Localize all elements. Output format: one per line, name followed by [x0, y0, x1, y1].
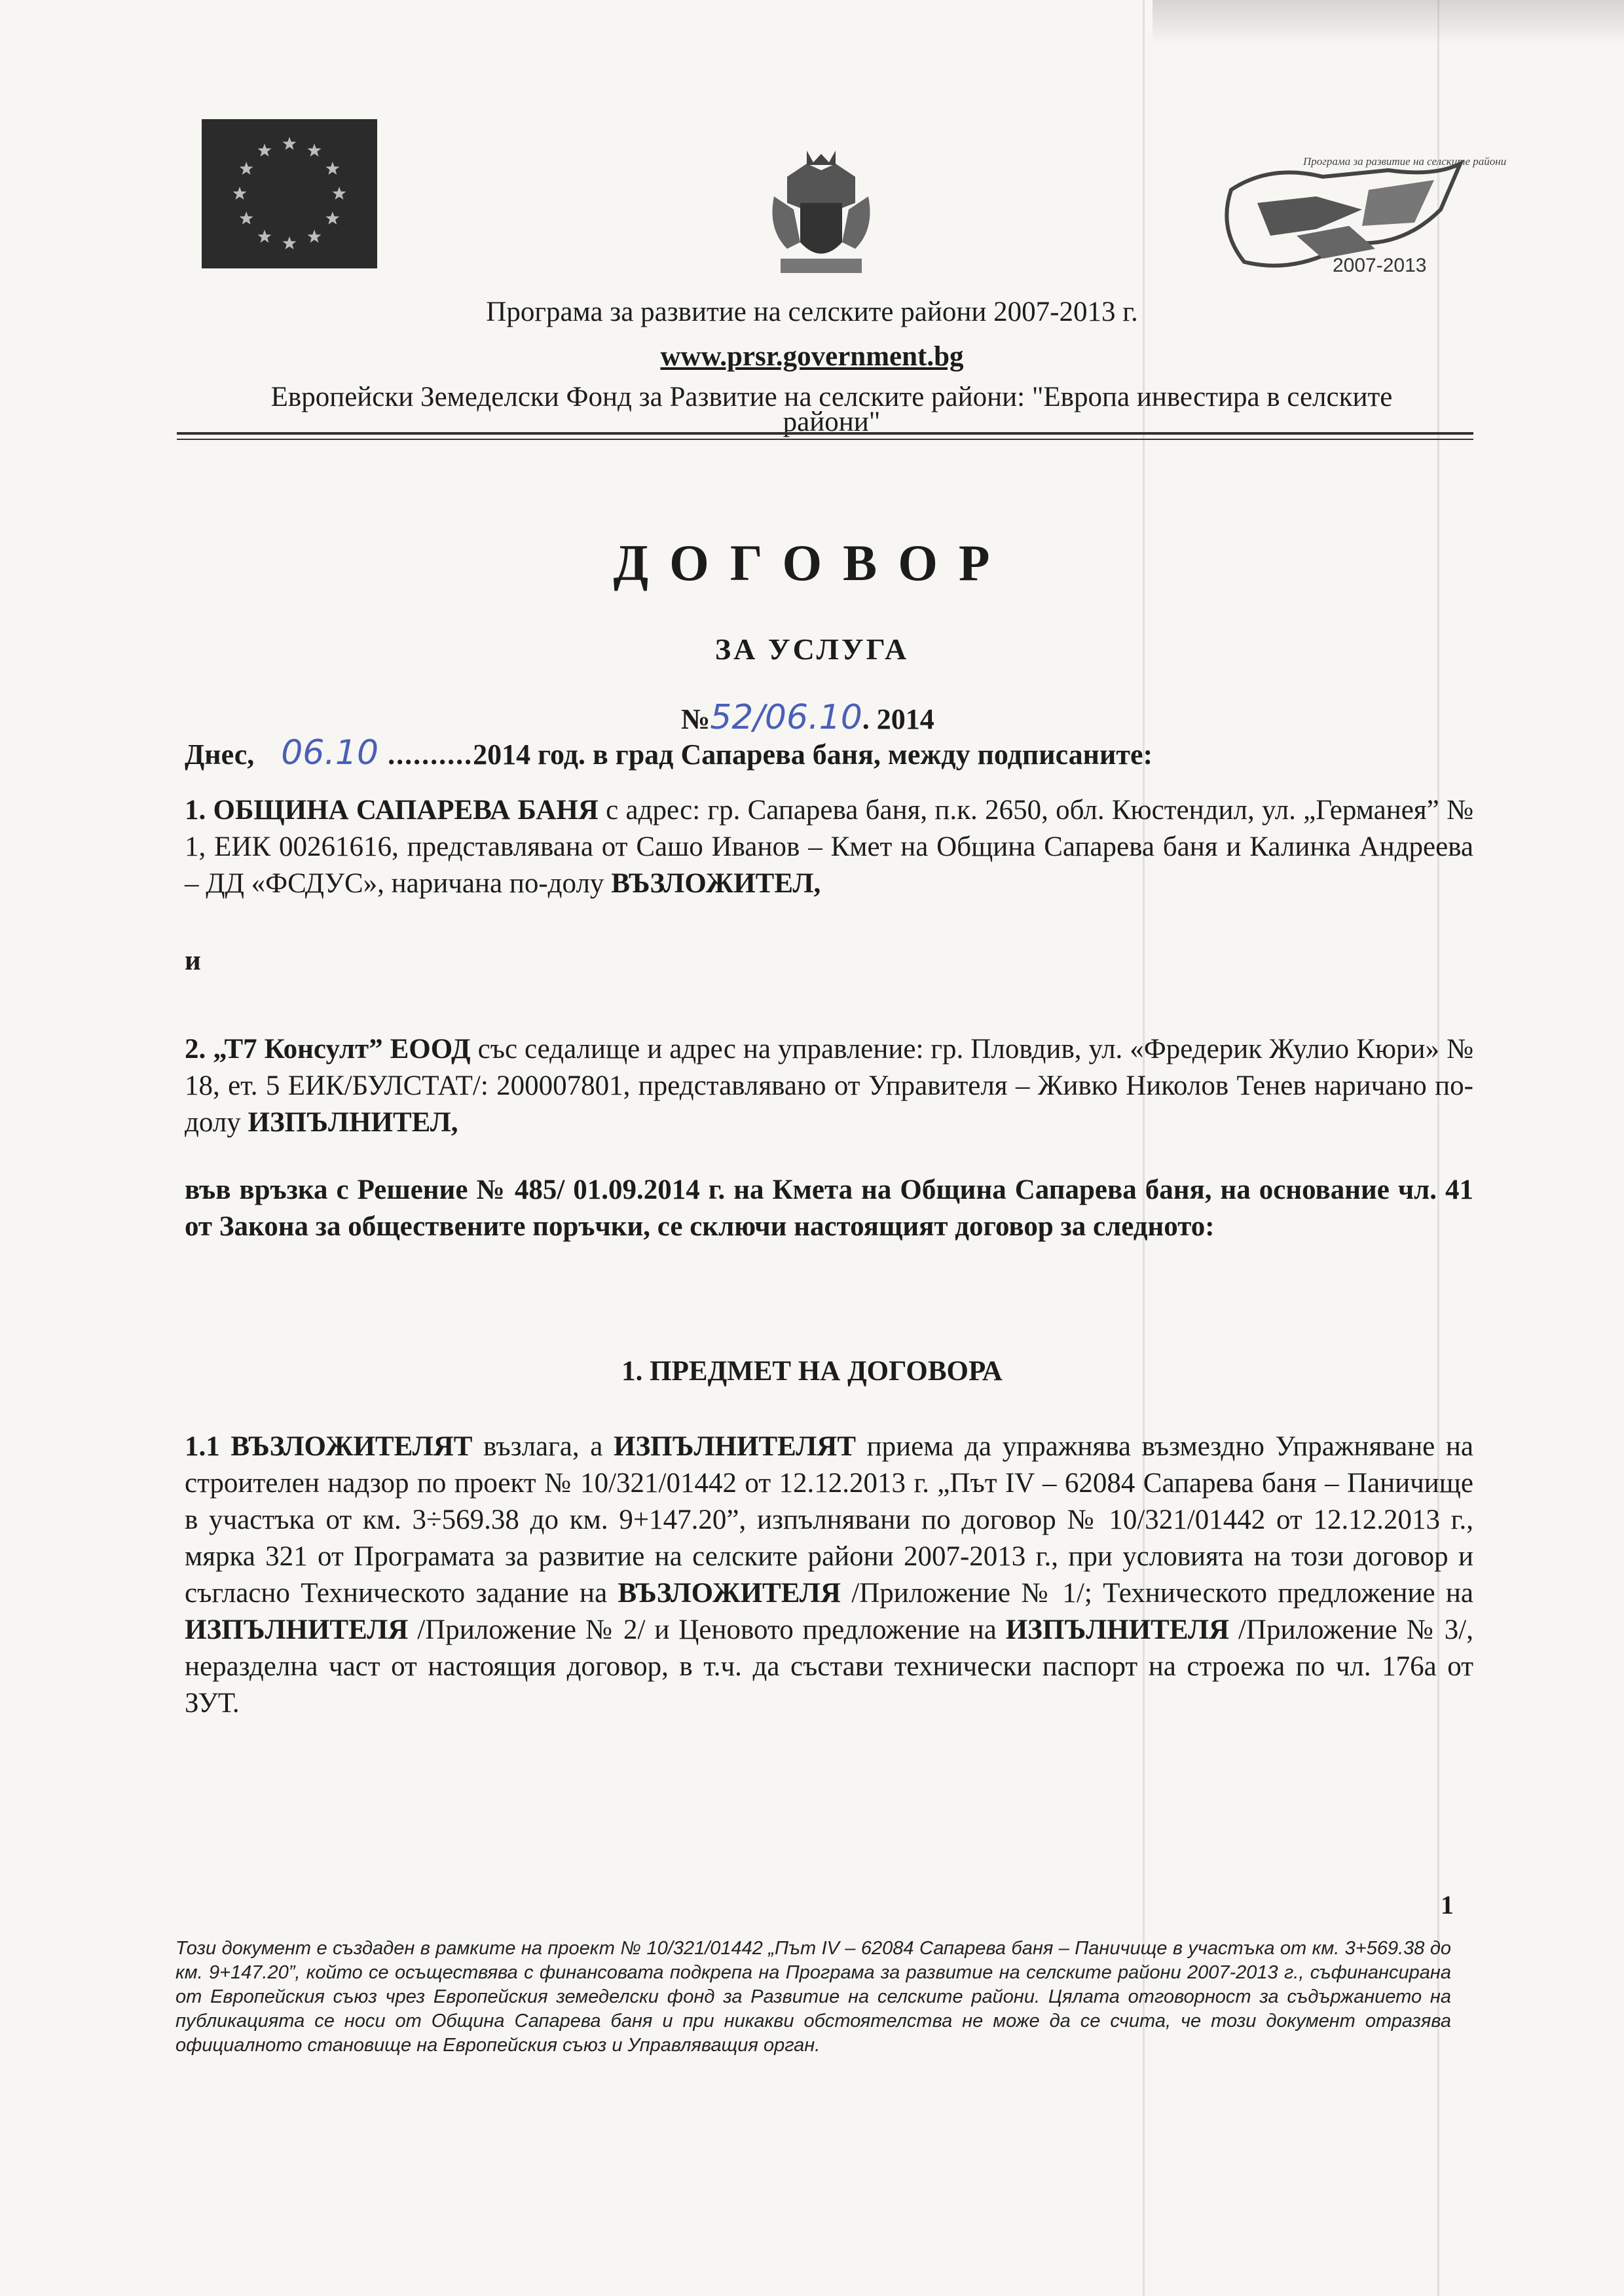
term-contracting-authority: ВЪЗЛОЖИТЕЛЯТ: [231, 1431, 473, 1462]
party-2-paragraph: [185, 1031, 1473, 1141]
party-1-details: с адрес: гр. Сапарева баня, п.к. 2650, обл. Кюстендил, ул. „Германея” № 1, ЕИК 00261616, представлявана от Сашо Иванов – Кмет на Община Сапарева баня и Калинка Андреева – ДД «ФСДУС», наричана по-долу: [185, 795, 1473, 899]
contract-number: [681, 698, 934, 737]
clause-1-1-paragraph: [185, 1429, 1473, 1722]
handwritten-date: 06.10: [281, 733, 379, 773]
party-1-name: ОБЩИНА САПАРЕВА БАНЯ: [213, 795, 599, 826]
term-contracting-authority: ВЪЗЛОЖИТЕЛЯ: [618, 1578, 841, 1609]
party-1-paragraph: [185, 792, 1473, 902]
fund-line-2: райони": [783, 407, 881, 437]
prsr-program-logo: [1218, 151, 1507, 285]
clause-text: възлага, а: [472, 1431, 614, 1462]
clause-number: 1.1: [185, 1431, 220, 1462]
header-divider: [177, 439, 1473, 440]
eu-flag-logo: [202, 119, 377, 268]
handwritten-number: 52/06.10: [710, 698, 862, 737]
page-number: 1: [1441, 1890, 1454, 1920]
prsr-logo-text: Програма за развитие на селските райони: [1303, 155, 1507, 168]
party-1-number: 1.: [185, 795, 206, 826]
clause-text: /Приложение № 1/; Техническото предложение на: [840, 1578, 1474, 1609]
party-2-role: ИЗПЪЛНИТЕЛ,: [248, 1107, 458, 1138]
party-2-name: „Т7 Консулт” ЕООД: [213, 1034, 471, 1065]
document-title: ДОГОВОР: [613, 534, 1011, 591]
term-contractor: ИЗПЪЛНИТЕЛЯТ: [614, 1431, 857, 1462]
term-contractor: ИЗПЪЛНИТЕЛЯ: [185, 1614, 409, 1645]
section-1-title: 1. ПРЕДМЕТ НА ДОГОВОРА: [621, 1356, 1003, 1387]
party-2-number: 2.: [185, 1034, 206, 1065]
clause-text: /Приложение № 2/ и Ценовото предложение на: [408, 1614, 1006, 1645]
clause-text: /Приложение № 3/, неразделна част от настоящия договор, в т.ч. да състави технически паспорт на строежа по чл. 176а от ЗУТ.: [185, 1614, 1473, 1719]
fund-line-1: Европейски Земеделски Фонд за Развитие на селските райони: "Европа инвестира в селските: [270, 382, 1393, 412]
term-contractor: ИЗПЪЛНИТЕЛЯ: [1005, 1614, 1230, 1645]
program-website-link[interactable]: www.prsr.government.bg: [660, 341, 964, 372]
legal-basis-paragraph: във връзка с Решение № 485/ 01.09.2014 г. на Кмета на Община Сапарева баня, на основание чл. 41 от Закона за обществените поръчки, се сключи настоящият договор за следното:: [185, 1175, 1473, 1242]
number-prefix: №: [681, 703, 710, 735]
party-2-details: със седалище и адрес на управление: гр. Пловдив, ул. «Фредерик Жулио Кюри» № 18, ет. 5 ЕИК/БУЛСТАТ/: 200007801, представлявано от Управителя – Живко Николов Тенев наричано по-долу: [185, 1034, 1474, 1138]
prsr-logo-years: 2007-2013: [1333, 255, 1427, 276]
clause-text: приема да упражнява възмездно Упражняване на строителен надзор по проект № 10/321/01442 от 12.12.2013 г. „Път IV – 62084 Сапарева баня – Паничище в участъка от км. 3÷569.38 до км. 9+147.20”, изпълнявани по договор № 10/321/01442 от 12.12.2013 г., мярка 321 от Програмата за развитие на селските райони 2007-2013 г., при условията на този договор и съгласно Техническото задание на: [185, 1431, 1473, 1609]
coat-of-arms-logo: [767, 151, 875, 282]
party-1-role: ВЪЗЛОЖИТЕЛ,: [611, 868, 821, 899]
footnote-disclaimer: Този документ е създаден в рамките на проект № 10/321/01442 „Път IV – 62084 Сапарева баня – Паничище в участъка от км. 3+569.38 до км. 9+147.20”, който се осъществява с финансовата подкрепа на Програма за развитие на селските райони 2007-2013 г., съфинансирана от Европейския съюз чрез Европейския земеделски фонд за Развитие на селските райони. Цялата отговорност за съдържанието на публикацията се носи от Община Сапарева баня и при никакви обстоятелства не може да се счита, че този документ отразява официалното становище на Европейския съюз и Управляващия орган.: [175, 1938, 1451, 2056]
intro-rest: 2014 год. в град Сапарева баня, между подписаните:: [473, 738, 1153, 771]
scan-shadow: [1153, 0, 1624, 46]
number-suffix: . 2014: [862, 703, 934, 735]
and-word: и: [185, 945, 201, 976]
intro-line: Днес, 06.10 ..........2014 год. в град Сапарева баня, между подписаните:: [185, 733, 1153, 773]
header-divider: [177, 432, 1473, 435]
intro-label: Днес,: [185, 738, 255, 771]
document-subtitle: ЗА УСЛУГА: [714, 632, 910, 666]
program-line: Програма за развитие на селските райони 2007-2013 г.: [486, 297, 1138, 327]
